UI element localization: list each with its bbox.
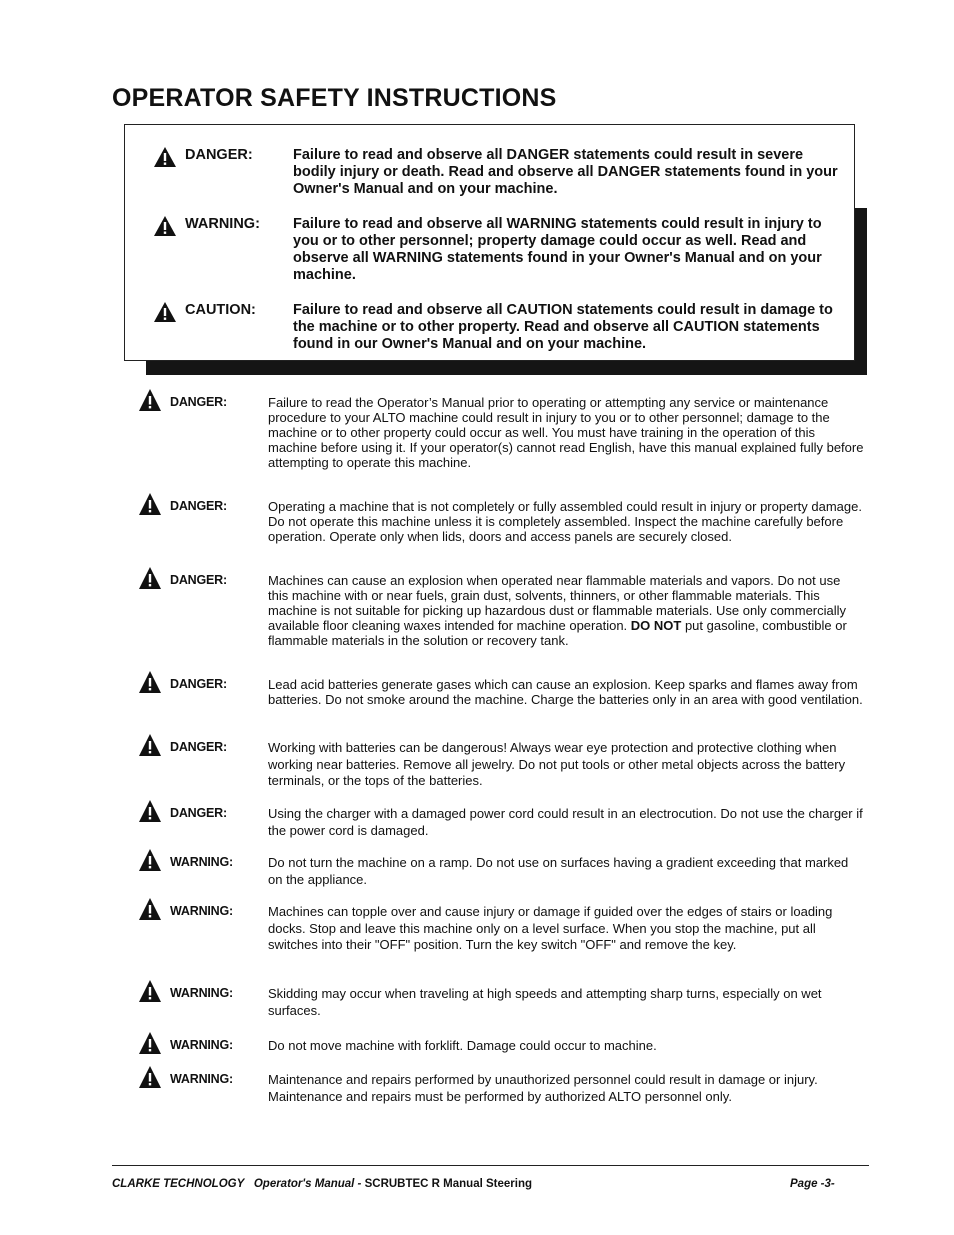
definitions-box bbox=[124, 124, 855, 361]
footer-page-number: Page -3- bbox=[790, 1178, 835, 1190]
statement-label: WARNING: bbox=[170, 1038, 233, 1052]
statement-label: WARNING: bbox=[170, 904, 233, 918]
statement-label: DANGER: bbox=[170, 573, 227, 587]
statement-text: Working with batteries can be dangerous! Always wear eye protection and protective clothing when working near batteries. Remove all jewelry. Do not put tools or other metal objects across the battery terminals, or the tops of the batteries. bbox=[268, 740, 846, 788]
statement-text-part: Machines can cause an explosion when operated near flammable materials and vapors. Do not use this machine with or near fuels, grain dust, solvents, thinners, or other flammable materials. This machine is not suitable for picking up hazardous dust or flammable materials. Use only commercially available floor cleaning waxes intended for machine operation. bbox=[268, 573, 847, 633]
statement-text: Maintenance and repairs performed by unauthorized personnel could result in damage or injury. Maintenance and repairs must be performed by authorized ALTO personnel only. bbox=[268, 1072, 818, 1104]
footer-model: SCRUBTEC R Manual Steering bbox=[364, 1178, 533, 1190]
statement-label: DANGER: bbox=[170, 499, 227, 513]
statement-text-part: put gasoline, combustible or flammable materials in the solution or recovery tank. bbox=[268, 618, 847, 648]
statement-text: Lead acid batteries generate gases which can cause an explosion. Keep sparks and flames away from batteries. Do not smoke around the machine. Charge the batteries only in an area with good ventilation. bbox=[268, 677, 863, 707]
warning-triangle-icon bbox=[138, 1065, 162, 1089]
definition-label: DANGER: bbox=[185, 147, 253, 163]
warning-triangle-icon bbox=[138, 388, 162, 412]
page-title: OPERATOR SAFETY INSTRUCTIONS bbox=[112, 84, 557, 112]
footer-manual: Operator's Manual - bbox=[253, 1178, 362, 1190]
definition-text: Failure to read and observe all WARNING statements could result in injury to you or to other personnel; property damage could occur as well. Read and observe all WARNING statements found in your Owner's Manual and on your machine. bbox=[293, 216, 822, 283]
warning-triangle-icon bbox=[153, 215, 177, 237]
definition-text: Failure to read and observe all DANGER statements could result in severe bodily injury or death. Read and observe all DANGER statements found in your Owner's Manual and on your machine. bbox=[293, 147, 838, 197]
warning-triangle-icon bbox=[138, 897, 162, 921]
statement-text: Using the charger with a damaged power cord could result in an electrocution. Do not use the charger if the power cord is damaged. bbox=[268, 806, 863, 838]
statement-text bbox=[268, 573, 864, 648]
statement-text: Skidding may occur when traveling at high speeds and attempting sharp turns, especially on wet surfaces. bbox=[268, 986, 822, 1018]
warning-triangle-icon bbox=[138, 848, 162, 872]
statement-label: DANGER: bbox=[170, 677, 227, 691]
warning-triangle-icon bbox=[138, 733, 162, 757]
statement-text: Do not move machine with forklift. Damage could occur to machine. bbox=[268, 1038, 657, 1053]
statement-text: Machines can topple over and cause injury or damage if guided over the edges of stairs or loading docks. Stop and leave this machine only on a level surface. When you stop the machine, put all switches into their "OFF" position. Turn the key switch "OFF" and remove the key. bbox=[268, 904, 833, 952]
definition-label: CAUTION: bbox=[185, 302, 256, 318]
warning-triangle-icon bbox=[138, 799, 162, 823]
statement-label: DANGER: bbox=[170, 806, 227, 820]
statement-label: WARNING: bbox=[170, 1072, 233, 1086]
warning-triangle-icon bbox=[153, 146, 177, 168]
statement-label: DANGER: bbox=[170, 740, 227, 754]
statement-label: DANGER: bbox=[170, 395, 227, 409]
warning-triangle-icon bbox=[138, 492, 162, 516]
statement-text: Operating a machine that is not completely or fully assembled could result in injury or property damage. Do not operate this machine unless it is completely assembled. Inspect the machine carefully before operation. Operate only when lids, doors and access panels are securely closed. bbox=[268, 499, 862, 544]
warning-triangle-icon bbox=[138, 1031, 162, 1055]
statement-label: WARNING: bbox=[170, 986, 233, 1000]
footer-divider bbox=[112, 1165, 869, 1166]
warning-triangle-icon bbox=[138, 979, 162, 1003]
statement-label: WARNING: bbox=[170, 855, 233, 869]
definition-text: Failure to read and observe all CAUTION statements could result in damage to the machine or to other property. Read and observe all CAUTION statements found in our Owner's Manual and on your machine. bbox=[293, 302, 833, 352]
warning-triangle-icon bbox=[138, 566, 162, 590]
definition-label: WARNING: bbox=[185, 216, 260, 232]
footer-company: CLARKE TECHNOLOGY bbox=[112, 1178, 245, 1190]
statement-text: Failure to read the Operator’s Manual prior to operating or attempting any service or maintenance procedure to your ALTO machine could result in injury to you or to other personnel; damage to the machine or to other property could occur as well. You must have training in the operation of this machine before using it. If your operator(s) cannot read English, have this manual explained fully before attempting to operate this machine. bbox=[268, 395, 864, 470]
statement-text: Do not turn the machine on a ramp. Do not use on surfaces having a gradient exceeding that marked on the appliance. bbox=[268, 855, 849, 887]
footer-title bbox=[112, 1178, 532, 1190]
statement-text-emphasis: DO NOT bbox=[630, 618, 682, 633]
warning-triangle-icon bbox=[153, 301, 177, 323]
warning-triangle-icon bbox=[138, 670, 162, 694]
